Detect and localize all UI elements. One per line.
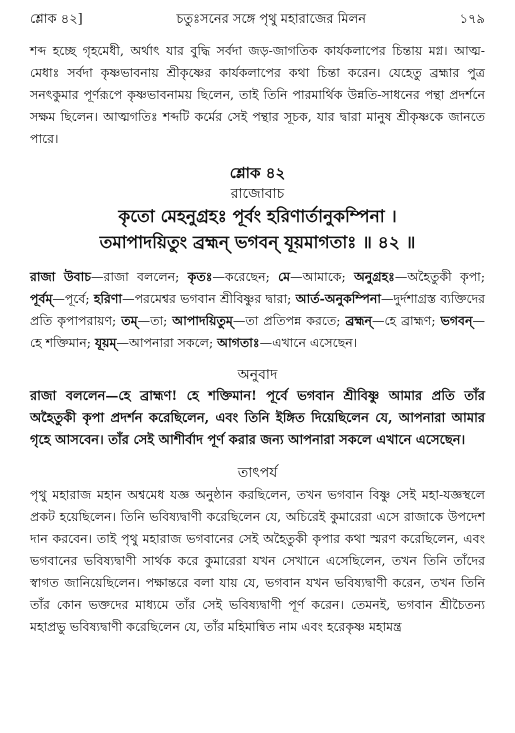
verse-speaker: রাজোবাচ [230, 186, 285, 202]
word-for-word-synonyms: রাজা উবাচ—রাজা বললেন; কৃতঃ—করেছেন; মে—আমাকে; অনুগ্রহঃ—অহৈতুকী কৃপা; পূর্বম্—পূর্বে; হরিণা—পরমেশ্বর ভগবান শ্রীবিষ্ণুর দ্বারা; আর্ত-অনুকম্পিনা—দুর্দশাগ্রস্ত ব্যক্তিদের প্রতি কৃপাপরায়ণ; তম্—তা; আপাদয়িতুম্—তা প্রতিপন্ন করতে; ব্রহ্মন্—হে ব্রাহ্মণ; ভগবন্—হে শক্তিমান; যূয়ম্—আপনারা সকলে; আগতাঃ—এখানে এসেছেন। [30, 269, 486, 350]
synonym-meaning: হে শক্তিমান [30, 335, 87, 350]
synonym-word: ভগবন্ [440, 313, 473, 328]
synonym-meaning: অহৈতুকী কৃপা [407, 269, 481, 284]
synonym-word: রাজা উবাচ [30, 269, 91, 284]
synonym-word: যূয়ম্ [94, 335, 117, 350]
synonym-meaning: তা [150, 313, 164, 328]
synonym-word: কৃতঃ [187, 269, 213, 284]
synonym-word: তম্ [121, 313, 138, 328]
synonym-word: হরিণা [93, 291, 123, 306]
shloka-number: শ্লোক ৪২ [229, 164, 286, 182]
purport-heading: তাৎপর্য [237, 465, 278, 481]
synonym-word: অনুগ্রহঃ [353, 269, 395, 284]
header-chapter-title: চতুঃসনের সঙ্গে পৃথু মহারাজের মিলন [176, 12, 367, 27]
synonym-meaning: দুর্দশাগ্রস্ত ব্যক্তিদের প্রতি কৃপাপরায়ণ [30, 291, 486, 328]
synonym-word: পূর্বম্ [30, 291, 53, 306]
page-number: ১৭৯ [459, 12, 485, 27]
verse-line-1: কৃতো মেহনুগ্রহঃ পূর্বং হরিণার্তানুকম্পিনা । [118, 207, 397, 227]
synonym-word: আর্ত-অনুকম্পিনা [295, 291, 381, 306]
synonym-word: আপাদয়িতুম্ [172, 313, 233, 328]
synonym-meaning: করেছেন [224, 269, 266, 284]
synonym-meaning: পরমেশ্বর ভগবান শ্রীবিষ্ণুর দ্বারা [134, 291, 288, 306]
synonym-word: আগতাঃ [217, 335, 260, 350]
intro-paragraph: শব্দ হচ্ছে গৃহমেধী, অর্থাৎ যার বুদ্ধি সর্বদা জড়-জাগতিক কার্যকলাপের চিন্তায় মগ্ন। আত্ম-মেধাঃ সর্বদা কৃষ্ণভাবনায় শ্রীকৃষ্ণের কার্যকলাপের কথা চিন্তা করেন। যেহেতু ব্রহ্মার পুত্র সনৎকুমার পূর্ণরূপে কৃষ্ণভাবনাময় ছিলেন, তাই তিনি পারমার্থিক উন্নতি-সাধনের পন্থা প্রদর্শনে সক্ষম ছিলেন। আত্মগতিঃ শব্দটি কর্মের সেই পন্থার সূচক, যার দ্বারা মানুষ শ্রীকৃষ্ণকে জানতে পারে। [30, 43, 485, 146]
synonym-meaning: এখানে এসেছেন। [272, 335, 358, 350]
synonym-meaning: রাজা বললেন [103, 269, 176, 284]
synonym-word: মে [278, 269, 291, 284]
synonym-meaning: আমাকে [302, 269, 342, 284]
synonym-meaning: তা প্রতিপন্ন করতে [245, 313, 337, 328]
translation-heading: অনুবাদ [237, 367, 278, 383]
running-header [30, 10, 485, 40]
synonym-meaning: আপনারা সকলে [128, 335, 209, 350]
translation-text: রাজা বললেন—হে ব্রাহ্মণ! হে শক্তিমান! পূর্বে ভগবান শ্রীবিষ্ণু আমার প্রতি তাঁর অহৈতুকী কৃপা প্রদর্শন করেছিলেন, এবং তিনি ইঙ্গিত দিয়েছিলেন যে, আপনারা আমার গৃহে আসবেন। তাঁর সেই আশীর্বাদ পূর্ণ করার জন্য আপনারা সকলে এখানে এসেছেন। [30, 389, 485, 448]
verse-line-2: তমাপাদয়িতুং ব্রহ্মন্ ভগবন্ যূয়মাগতাঃ ॥ ৪২ ॥ [99, 233, 416, 253]
synonym-word: ব্রহ্মন্ [345, 313, 372, 328]
synonym-meaning: পূর্বে [64, 291, 86, 306]
header-verse-ref: শ্লোক ৪২] [30, 12, 83, 27]
synonym-meaning: হে ব্রাহ্মণ [384, 313, 432, 328]
purport-text: পৃথু মহারাজ মহান অশ্বমেধ যজ্ঞ অনুষ্ঠান করছিলেন, তখন ভগবান বিষ্ণু সেই মহা-যজ্ঞস্থলে প্রকট হয়েছিলেন। তিনি ভবিষ্যদ্বাণী করেছিলেন যে, অচিরেই কুমারেরা এসে রাজাকে উপদেশ দান করবেন। তাই পৃথু মহারাজ ভগবানের সেই অহৈতুকী কৃপার কথা স্মরণ করেছিলেন, এবং ভগবানের ভবিষ্যদ্বাণী সার্থক করে কুমারেরা যখন সেখানে এসেছিলেন, তখন তিনি তাঁদের স্বাগত জানিয়েছিলেন। পক্ষান্তরে বলা যায় যে, ভগবান যখন ভবিষ্যদ্বাণী করেন, তখন তিনি তাঁর কোন ভক্তদের মাধ্যমে তাঁর সেই ভবিষ্যদ্বাণী পূর্ণ করেন। তেমনই, ভগবান শ্রীচৈতন্য মহাপ্রভু ভবিষ্যদ্বাণী করেছিলেন যে, তাঁর মহিমান্বিত নাম এবং হরেকৃষ্ণ মহামন্ত্র [30, 487, 485, 634]
